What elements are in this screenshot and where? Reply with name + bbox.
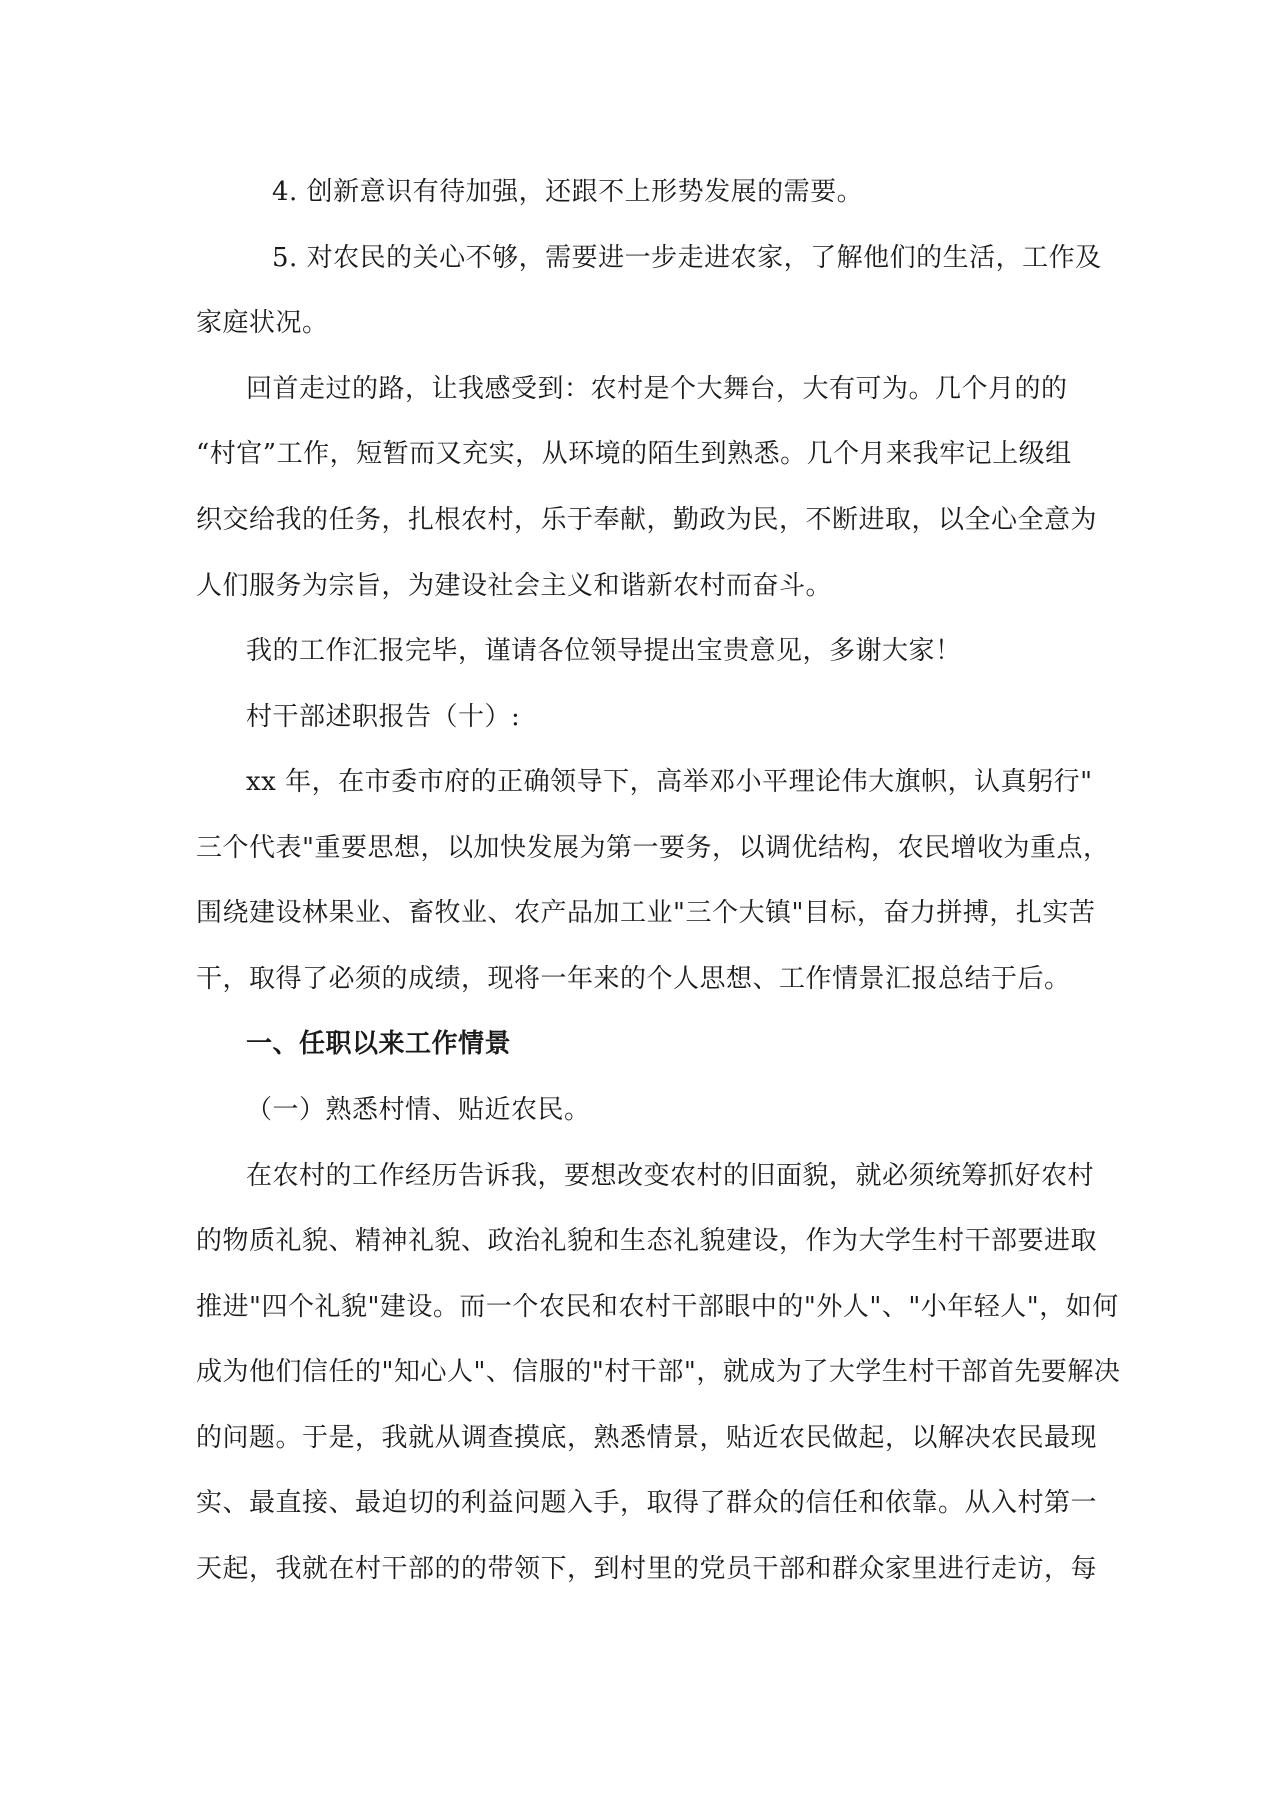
paragraph-line: 在农村的工作经历告诉我，要想改变农村的旧面貌，就必须统筹抓好农村 [246, 1161, 1095, 1191]
section-heading: 一、任职以来工作情景 [246, 1029, 512, 1059]
paragraph-line: 织交给我的任务，扎根农村，乐于奉献，勤政为民，不断进取，以全心全意为 [196, 505, 1098, 535]
paragraph-line: 成为他们信任的"知心人"、信服的"村干部"，就成为了大学生村干部首先要解决 [196, 1357, 1121, 1387]
paragraph-line: 围绕建设林果业、畜牧业、农产品加工业"三个大镇"目标，奋力拼搏，扎实苦 [196, 898, 1096, 928]
paragraph-line: 的问题。于是，我就从调查摸底，熟悉情景，贴近农民做起，以解决农民最现 [196, 1423, 1098, 1453]
paragraph-line: 的物质礼貌、精神礼貌、政治礼貌和生态礼貌建设，作为大学生村干部要进取 [196, 1226, 1098, 1256]
paragraph-line: 实、最直接、最迫切的利益问题入手，取得了群众的信任和依靠。从入村第一 [196, 1488, 1098, 1518]
paragraph-line: 天起，我就在村干部的的带领下，到村里的党员干部和群众家里进行走访，每 [196, 1554, 1098, 1584]
paragraph-line: “村官”工作，短暂而又充实，从环境的陌生到熟悉。几个月来我牢记上级组 [196, 439, 1072, 469]
paragraph-line: 干，取得了必须的成绩，现将一年来的个人思想、工作情景汇报总结于后。 [196, 964, 1071, 994]
paragraph-line: 回首走过的路，让我感受到：农村是个大舞台，大有可为。几个月的的 [246, 374, 1068, 404]
list-item-4: 4. 创新意识有待加强，还跟不上形势发展的需要。 [272, 177, 864, 207]
paragraph-line: 三个代表"重要思想，以加快发展为第一要务，以调优结构，农民增收为重点， [196, 833, 1110, 863]
paragraph-line: xx 年，在市委市府的正确领导下，高举邓小平理论伟大旗帜，认真躬行" [246, 767, 1093, 797]
paragraph-line: 推进"四个礼貌"建设。而一个农民和农村干部眼中的"外人"、"小年轻人"，如何 [196, 1292, 1119, 1322]
report-title: 村干部述职报告（十）: [246, 702, 521, 732]
subsection-heading: （一）熟悉村情、贴近农民。 [246, 1095, 591, 1125]
paragraph-line: 我的工作汇报完毕，谨请各位领导提出宝贵意见，多谢大家！ [246, 636, 962, 666]
paragraph-line: 人们服务为宗旨，为建设社会主义和谐新农村而奋斗。 [196, 571, 833, 601]
paragraph-line: 家庭状况。 [196, 308, 329, 338]
list-item-5: 5. 对农民的关心不够，需要进一步走进农家，了解他们的生活，工作及 [272, 243, 1102, 273]
